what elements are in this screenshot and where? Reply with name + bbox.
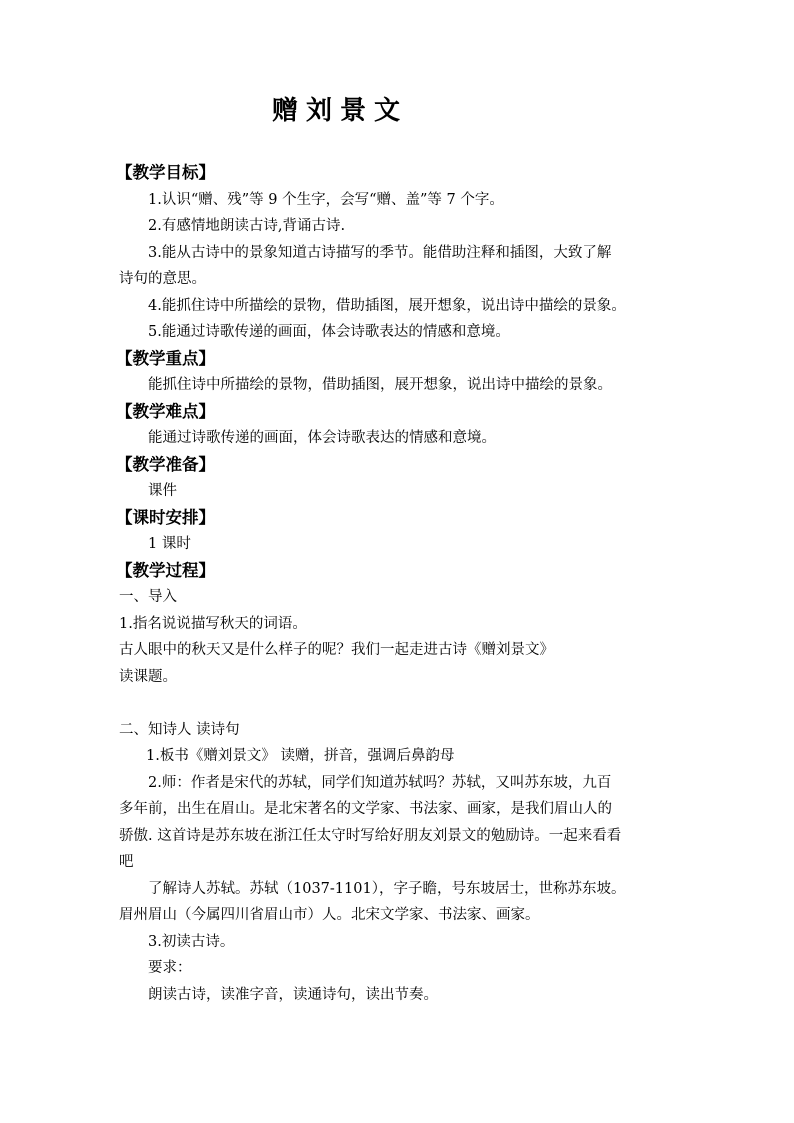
- process-line: 要求：: [148, 960, 192, 976]
- schedule-text: 1 课时: [148, 536, 191, 552]
- process-line: 1.板书《赠刘景文》 读赠，拼音，强调后鼻韵母: [146, 748, 455, 764]
- process-line: 古人眼中的秋天又是什么样子的呢？我们一起走进古诗《赠刘景文》: [119, 642, 554, 658]
- objective-item: 5.能通过诗歌传递的画面，体会诗歌表达的情感和意境。: [148, 324, 510, 340]
- blank-line: [119, 690, 679, 717]
- process-line: 读课题。: [119, 668, 177, 685]
- process-line: 吧: [119, 854, 134, 870]
- objective-item: 3.能从古诗中的景象知道古诗描写的季节。能借助注释和插图，大致了解: [148, 244, 612, 261]
- process-line: 朗读古诗，读准字音，读通诗句，读出节奏。: [148, 986, 438, 1003]
- objective-item: 2.有感情地朗读古诗,背诵古诗.: [148, 218, 346, 234]
- process-line: 眉州眉山（今属四川省眉山市）人。北宋文学家、书法家、画家。: [119, 907, 540, 923]
- section-heading-preparation: 【教学准备】: [116, 454, 215, 474]
- objective-item: 4.能抓住诗中所描绘的景物，借助插图，展开想象，说出诗中描绘的景象。: [148, 297, 626, 314]
- preparation-text: 课件: [148, 483, 177, 499]
- section-heading-process: 【教学过程】: [116, 560, 215, 580]
- process-section-title: 二、知诗人 读诗句: [119, 721, 240, 738]
- process-line: 1.指名说说描写秋天的词语。: [119, 615, 307, 632]
- difficulties-text: 能通过诗歌传递的画面，体会诗歌表达的情感和意境。: [148, 430, 496, 446]
- process-line: 了解诗人苏轼。苏轼（1037-1101），字子瞻，号东坡居士，世称苏东坡。: [148, 880, 626, 897]
- section-heading-key-points: 【教学重点】: [116, 348, 215, 368]
- objective-item-continued: 诗句的意思。: [119, 271, 206, 287]
- document-body: [116, 160, 679, 1008]
- section-heading-objectives: 【教学目标】: [116, 163, 215, 182]
- process-line: 骄傲. 这首诗是苏东坡在浙江任太守时写给好朋友刘景文的勉励诗。一起来看看: [119, 827, 622, 844]
- process-line: 多年前，出生在眉山。是北宋著名的文学家、书法家、画家，是我们眉山人的: [119, 801, 612, 817]
- document-title: 赠刘景文: [271, 96, 408, 126]
- section-heading-difficulties: 【教学难点】: [116, 401, 215, 421]
- process-line: 2.师：作者是宋代的苏轼，同学们知道苏轼吗？苏轼，又叫苏东坡，九百: [148, 774, 612, 791]
- section-heading-schedule: 【课时安排】: [116, 507, 215, 527]
- process-section-title: 一、导入: [119, 589, 177, 605]
- process-line: 3.初读古诗。: [148, 933, 235, 950]
- objective-item: 1.认识“赠、残”等 9 个生字，会写“赠、盖”等 7 个字。: [148, 191, 504, 208]
- key-points-text: 能抓住诗中所描绘的景物，借助插图，展开想象，说出诗中描绘的景象。: [148, 377, 612, 393]
